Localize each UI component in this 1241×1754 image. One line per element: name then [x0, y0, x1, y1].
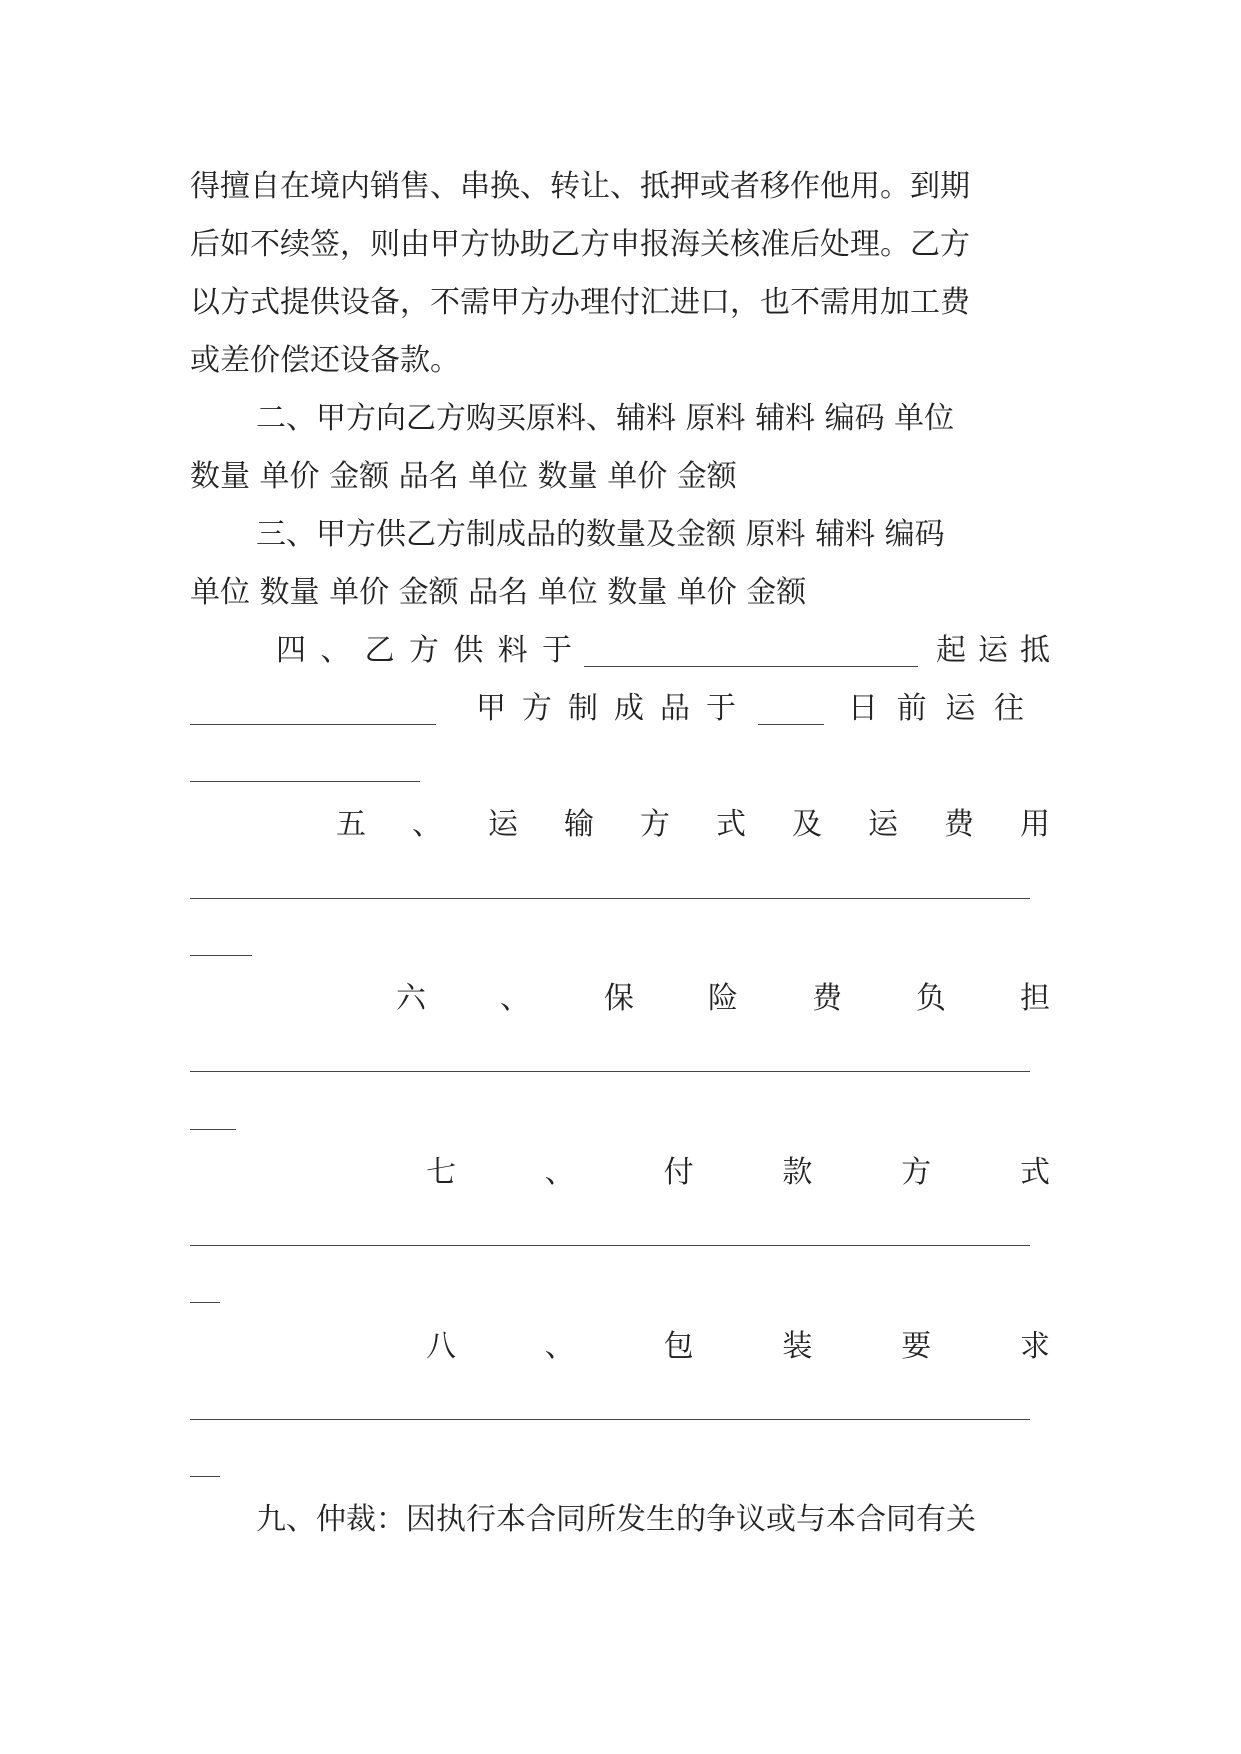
- item-5-char: 五: [336, 807, 366, 842]
- item-5-char: 用: [1020, 807, 1050, 842]
- item-2-line: 二、甲方向乙方购买原料、辅料 原料 辅料 编码 单位: [256, 401, 955, 436]
- item-5-char: 运: [868, 807, 898, 842]
- item-6-char: 六: [396, 981, 426, 1016]
- fill-blank[interactable]: [190, 1419, 1030, 1420]
- item-4-char: 、: [320, 633, 351, 668]
- item-6-char: 保: [604, 981, 634, 1016]
- item-4-char: 方: [522, 691, 552, 726]
- item-4-line: [190, 680, 1050, 738]
- item-5-char: 运: [488, 807, 518, 842]
- item-6-char: 、: [500, 981, 530, 1016]
- item-4-char: 方: [408, 633, 439, 668]
- item-7-heading: [426, 1144, 1050, 1202]
- fill-blank[interactable]: [190, 955, 252, 956]
- fill-blank[interactable]: [190, 781, 420, 782]
- item-7-char: 七: [426, 1155, 456, 1190]
- paragraph-line: 或差价偿还设备款。: [190, 343, 460, 378]
- item-7-char: 、: [544, 1155, 575, 1190]
- paragraph-line: 得擅自在境内销售、串换、转让、抵押或者移作他用。到期: [190, 169, 970, 204]
- item-8-char: 求: [1019, 1329, 1050, 1364]
- item-7-char: 式: [1019, 1155, 1050, 1190]
- item-8-char: 装: [782, 1329, 813, 1364]
- item-4-line: [276, 622, 1050, 680]
- item-5-char: 方: [640, 807, 670, 842]
- item-2-line: 数量 单价 金额 品名 单位 数量 单价 金额: [190, 459, 737, 494]
- item-4-char: 品: [660, 691, 690, 726]
- fill-blank[interactable]: [190, 1302, 220, 1303]
- item-4-char: 成: [614, 691, 644, 726]
- item-4-char: 乙: [364, 633, 395, 668]
- item-3-line: 三、甲方供乙方制成品的数量及金额 原料 辅料 编码: [256, 517, 945, 552]
- item-4-char: 运: [978, 633, 1008, 668]
- fill-blank[interactable]: [190, 1071, 1030, 1072]
- item-9-line: 九、仲裁：因执行本合同所发生的争议或与本合同有关: [256, 1502, 976, 1537]
- item-4-char: 往: [993, 691, 1024, 726]
- item-8-char: 包: [663, 1329, 694, 1364]
- item-4-char: 供: [453, 633, 484, 668]
- item-8-char: 、: [544, 1329, 575, 1364]
- paragraph-line: 以方式提供设备，不需甲方办理付汇进口，也不需用加工费: [190, 285, 970, 320]
- fill-blank[interactable]: [190, 1129, 236, 1130]
- item-8-char: 八: [426, 1329, 456, 1364]
- item-7-char: 款: [782, 1155, 813, 1190]
- paragraph-line: 后如不续签，则由甲方协助乙方申报海关核准后处理。乙方: [190, 227, 970, 262]
- item-4-char: 甲: [476, 691, 506, 726]
- item-6-char: 费: [812, 981, 842, 1016]
- item-5-heading: [336, 796, 1050, 854]
- item-4-char: 于: [541, 633, 572, 668]
- fill-blank[interactable]: [584, 636, 918, 667]
- item-5-char: 费: [944, 807, 974, 842]
- item-8-char: 要: [901, 1329, 932, 1364]
- item-8-heading: [426, 1318, 1050, 1376]
- item-3-line: 单位 数量 单价 金额 品名 单位 数量 单价 金额: [190, 575, 807, 610]
- item-4-char: 前: [896, 691, 927, 726]
- item-6-char: 担: [1020, 981, 1050, 1016]
- item-4-char: 料: [497, 633, 528, 668]
- item-7-char: 付: [663, 1155, 694, 1190]
- item-6-char: 险: [708, 981, 738, 1016]
- item-4-char: 制: [568, 691, 598, 726]
- fill-blank[interactable]: [190, 898, 1030, 899]
- fill-blank[interactable]: [190, 694, 436, 725]
- item-6-heading: [396, 970, 1050, 1028]
- fill-blank[interactable]: [758, 694, 824, 725]
- item-5-char: 式: [716, 807, 746, 842]
- item-7-char: 方: [901, 1155, 932, 1190]
- item-5-char: 、: [412, 807, 442, 842]
- item-4-char: 四: [276, 633, 306, 668]
- item-4-char: 于: [706, 691, 736, 726]
- item-4-char: 运: [945, 691, 976, 726]
- item-4-char: 日: [848, 691, 878, 726]
- item-5-char: 输: [564, 807, 594, 842]
- item-4-char: 起: [936, 633, 966, 668]
- item-6-char: 负: [916, 981, 946, 1016]
- item-5-char: 及: [792, 807, 822, 842]
- fill-blank[interactable]: [190, 1476, 220, 1477]
- fill-blank[interactable]: [190, 1245, 1030, 1246]
- item-4-char: 抵: [1020, 633, 1050, 668]
